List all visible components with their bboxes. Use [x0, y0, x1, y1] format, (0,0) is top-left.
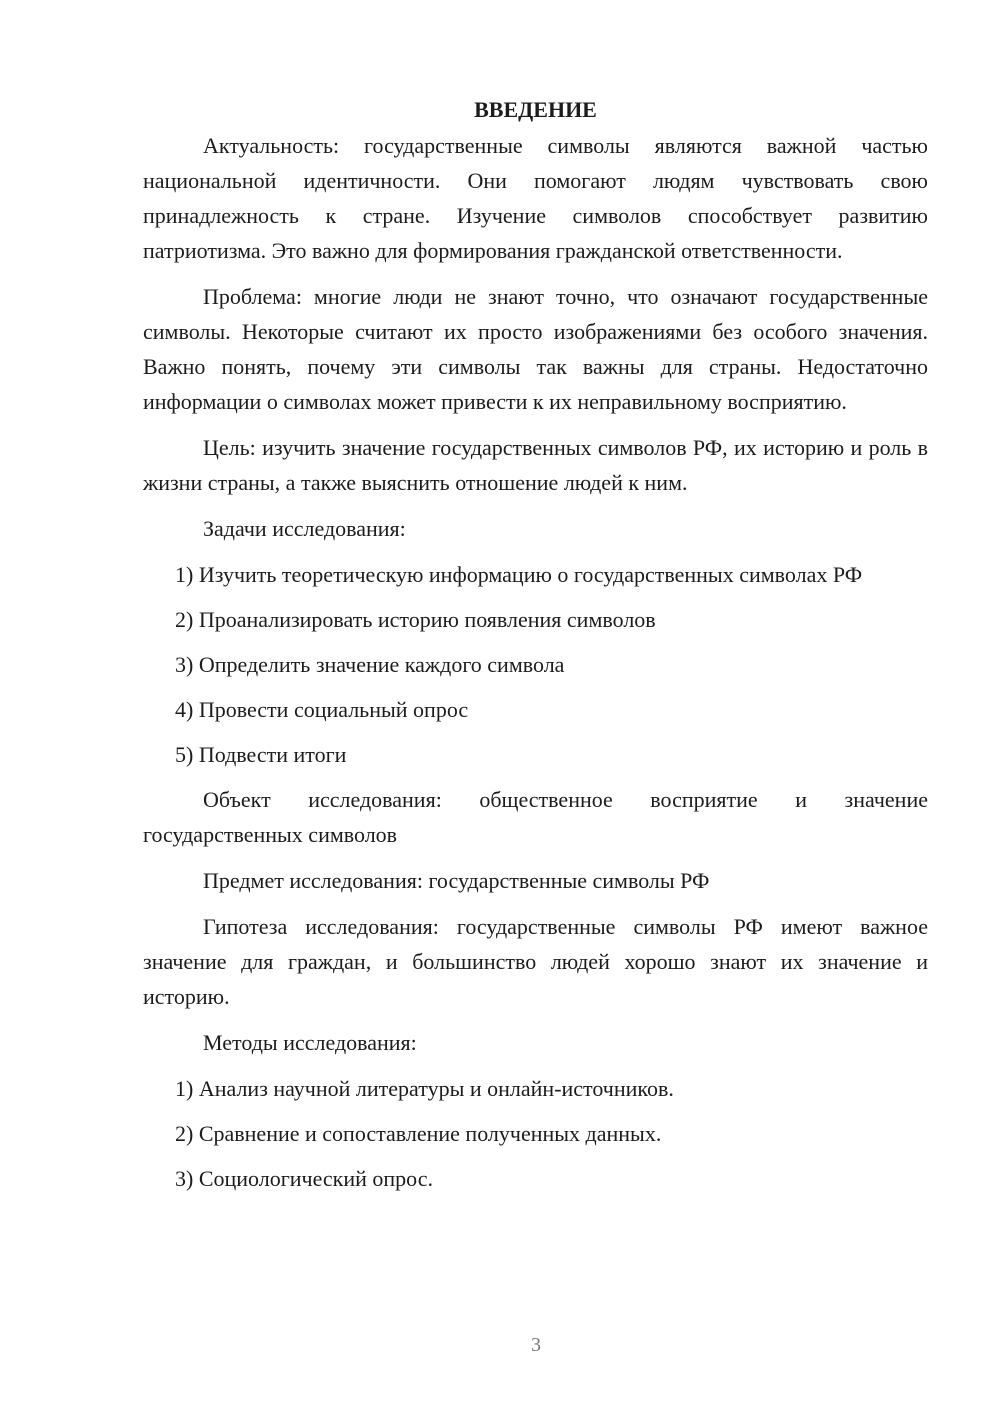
list-item: 2) Сравнение и сопоставление полученных данных.	[175, 1121, 662, 1146]
relevance-paragraph: Актуальность: государственные символы являются важной частью национальной идентичности. Они помогают людям чувствовать свою принадлежность к стране. Изучение символов способствует развитию патриотизма. Это важно для формирования гражданской ответственности.	[143, 133, 928, 263]
list-item: 1) Анализ научной литературы и онлайн-источников.	[175, 1076, 674, 1101]
tasks-title: Задачи исследования:	[203, 516, 406, 541]
hypothesis-paragraph: Гипотеза исследования: государственные символы РФ имеют важное значение для граждан, и большинство людей хорошо знают их значение и историю.	[143, 914, 928, 1009]
goal-paragraph: Цель: изучить значение государственных символов РФ, их историю и роль в жизни страны, а также выяснить отношение людей к ним.	[143, 435, 928, 495]
object-paragraph: Объект исследования: общественное восприятие и значение государственных символов	[143, 787, 928, 847]
list-item: 1) Изучить теоретическую информацию о государственных символах РФ	[175, 562, 863, 587]
page-title: ВВЕДЕНИЕ	[474, 97, 597, 122]
methods-title: Методы исследования:	[203, 1030, 417, 1055]
list-item: 2) Проанализировать историю появления символов	[175, 607, 656, 632]
problem-paragraph: Проблема: многие люди не знают точно, что означают государственные символы. Некоторые считают их просто изображениями без особого значения. Важно понять, почему эти символы так важны для страны. Недостаточно информации о символах может привести к их неправильному восприятию.	[143, 284, 928, 414]
page-number: 3	[531, 1334, 541, 1356]
list-item: 3) Определить значение каждого символа	[175, 652, 565, 677]
subject-paragraph: Предмет исследования: государственные символы РФ	[203, 868, 710, 893]
list-item: 3) Социологический опрос.	[175, 1166, 433, 1191]
list-item: 4) Провести социальный опрос	[175, 697, 469, 722]
document-page	[143, 92, 928, 1206]
list-item: 5) Подвести итоги	[175, 742, 347, 767]
